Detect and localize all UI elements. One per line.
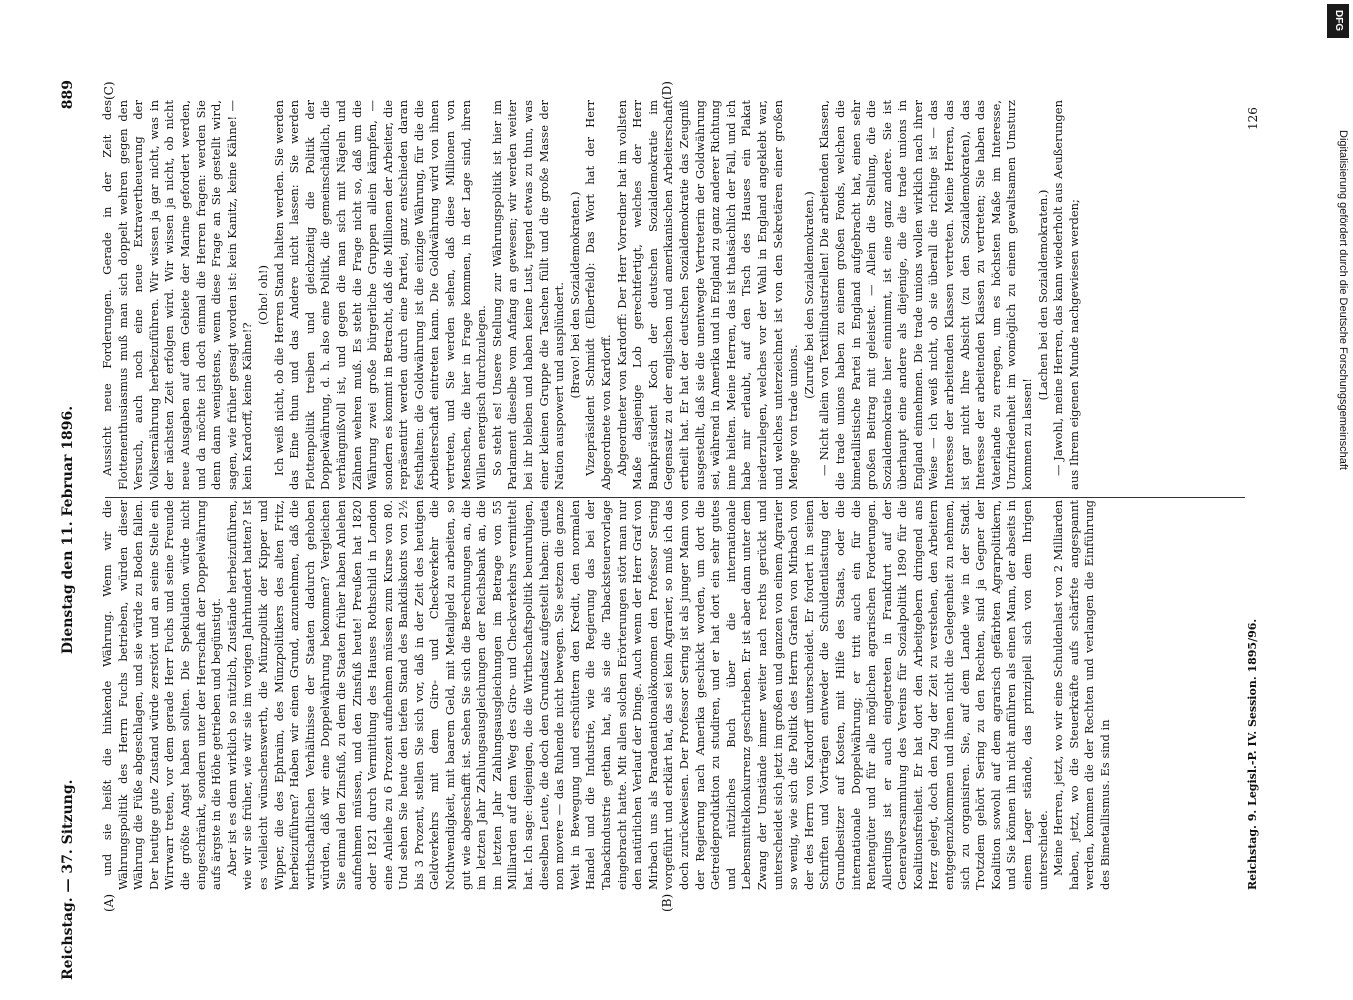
right-paragraph: — Jawohl, meine Herren, das kann wiederholt aus Aeußerungen aus Ihrem eigenen Munde nachgewiesen werden; <box>1051 100 1081 490</box>
right-paragraph: — Nicht allein von Textilindustriellen! Die arbeitenden Klassen, die trade unions haben zu einem großen Fonds, welchen die bimetallistische Partei in England aufgebracht hat, einen sehr großen Beitrag mit geleistet. — Allein die Stellung, die die Sozialdemokratie hier einnimmt, ist eine ganz andere. Sie ist überhaupt eine andere als diejenige, die die trade unions in England einnehmen. Die trade unions wollen wirklich nach ihrer Weise — ich weiß nicht, ob sie überall die richtige ist — das Interesse der arbeitenden Klassen vertreten. Meine Herren, das ist gar nicht Ihre Absicht (zu den Sozialdemokraten), das Interesse der arbeitenden Klassen zu vertreten; Sie haben das Vaterlande zu erregen, um es höchsten Maße im Interesse, Unzufriedenheit im womöglich zu einem gewaltsamen Umsturz kommen zu lassen! <box>817 100 1035 490</box>
left-column <box>100 500 1250 890</box>
footer-session-info: Reichstag. 9. Legisl.-P. IV. Session. 1895/96. <box>1246 618 1259 890</box>
column-divider <box>105 497 1245 498</box>
left-paragraph: und sie heißt die hinkende Währung. Wenn wir die Währungspolitik des Herrn Fuchs betrieben, würden dieser Währung die Füße abgeschlagen, und sie würde zu Boden fallen. Der heutige gute Zustand würde zerstört und an seine Stelle ein Wirrwarr treten, vor dem gerade Herr Fuchs und seine Freunde die größte Angst haben sollten. Die Spekulation würde nicht eingeschränkt, sondern unter der Herrschaft der Doppelwährung aufs ärgste in die Höhe getrieben und begünstigt. <box>100 500 224 890</box>
credit-text: Digitalisierung gefördert durch die Deutsche Forschungsgemeinschaft <box>1337 130 1349 470</box>
left-paragraph: Aber ist es denn wirklich so nützlich, Zustände herbeizuführen, wie wir sie früher, wie wir sie im vorigen Jahrhundert hatten? Ist es vielleicht wünschenswerth, die Münzpolitik der Kipper und Wipper, die des Ephraim, des Münzpolitikers des alten Fritz, herbeizuführen? Haben wir einen Grund, anzunehmen, daß die wirthschaftlichen Verhältnisse der Staaten dadurch gehoben würden, daß wir eine Doppelwährung bekommen? Vergleichen Sie einmal den Zinsfuß, zu dem die Staaten früher haben Anlehen aufnehmen müssen, und den Zinsfuß heute! Preußen hat 1820 oder 1821 durch Vermittlung des Hauses Rothschild in London eine Anleihe zu 6 Prozent aufnehmen müssen zum Kurse von 80. Und sehen Sie heute den tiefen Stand des Bankdiskonts von 2½ bis 3 Prozent, stellen Sie sich vor, daß in der Zeit des heutigen Geldverkehrs mit dem Giro- und Checkverkehr die Nothwendigkeit, mit baarem Geld, mit Metallgeld zu arbeiten, so gut wie abgeschafft ist. Sehen Sie sich die Berechnungen an, die im letzten Jahr Zahlungsausgleichungen der Reichsbank an, die im letzten Jahr Zahlungsausgleichungen im Betrage von 55 Milliarden auf dem Weg des Giro- und Checkverkehrs vermittelt hat. Ich sage: diejenigen, die die Wirthschaftspolitik beunruhigen, dieselben Leute, die doch den Grundsatz aufgestellt haben: quieta non movere — das Ruhende nicht bewegen. Sie setzen die ganze Welt in Bewegung und erschüttern den Kredit, den normalen Handel und die Industrie, wie die Regierung das bei der Tabackindustrie gethan hat, als sie die Tabacksteuervorlage eingebracht hatte. Mit allen solchen Erörterungen stört man nur den natürlichen Verlauf der Dinge. Auch wenn der Herr Graf von Mirbach uns als Paradenationalökonomen den Professor Sering vorgeführt und erklärt hat, das sei kein Agrarier, so muß ich das doch zurückweisen. Der Professor Sering ist als junger Mann von der Regierung nach Amerika geschickt worden, um dort die Getreideproduktion zu studiren, und er hat dort ein sehr gutes und nützliches Buch über die internationale Lebensmittelkonkurrenz geschrieben. Er ist aber dann unter dem Zwang der Umstände immer weiter nach rechts gerückt und unterscheidet sich jetzt im großen und ganzen von einem Agrarier so wenig, wie sich die Politik des Herrn Grafen von Mirbach von der des Herrn von Kardorff unterscheidet. Er fordert in seinen Schriften und Vorträgen entweder die Schuldentlastung der Grundbesitzer auf Kosten, mit Hilfe des Staats, oder die internationale Doppelwährung; er tritt auch ein für die Rentengüter und für alle möglichen agrarischen Forderungen. Allerdings ist er auch eingetreten in Frankfurt auf der Generalversammlung des Vereins für Sozialpolitik 1890 für die Koalitionsfreiheit. Er hat dort den Arbeitgebern dringend ans Herz gelegt, doch den Zug der Zeit zu verstehen, den Arbeitern entgegenzukommen und ihnen nicht die Gelegenheit zu nehmen, sich zu organisiren. Sie, auf dem Lande wie in der Stadt. Trotzdem gehört Sering zu den Rechten, sind ja Gegner der Koalition sowohl auf dem agrarisch gefärbten Agrarpolitikern, und Sie können ihn nicht anführen als einen Mann, der abseits in einem Lager stände, das prinzipiell sich von dem Ihrigen unterschiede. <box>224 500 1050 890</box>
page-number: 889 <box>60 80 76 110</box>
right-paragraph: Aussicht neue Forderungen. Gerade in der Zeit des Flottenenthusiasmus muß man sich doppelt wehren gegen den Versuch, auch noch eine neue Extravertheuerung der Volksernährung herbeizuführen. Wir wissen ja gar nicht, was in der nächsten Zeit erfolgen wird. Wir wissen ja nicht, ob nicht neue Ausgaben auf dem Gebiete der Marine gefordert werden, und da möchte ich doch einmal die Herren fragen: werden Sie denn dann wenigstens, wenn diese Frage an Sie gestellt wird, sagen, wie früher gesagt worden ist: kein Kanitz, keine Kähne! — kein Kardorff, keine Kähne!? <box>100 100 255 490</box>
speaker-intro: Vizepräsident Schmidt (Elberfeld): Das Wort hat der Herr Abgeordnete von Kardorff. <box>583 100 613 490</box>
footer-sheet-number: 126 <box>1246 107 1260 130</box>
page-header <box>60 80 90 980</box>
header-left: Reichstag. — 37. Sitzung. <box>60 779 76 980</box>
margin-mark-b: (B) <box>660 893 674 912</box>
interjection: (Bravo! bei den Sozialdemokraten.) <box>567 191 582 399</box>
dfg-logo: DFG <box>1327 4 1349 38</box>
margin-mark-a: (A) <box>102 893 116 912</box>
margin-mark-d: (D) <box>660 81 674 100</box>
right-column <box>100 100 1250 490</box>
header-date: Dienstag den 11. Februar 1896. <box>60 405 76 655</box>
interjection: (Lachen bei den Sozialdemokraten.) <box>1035 189 1050 401</box>
interjection: (Zurufe bei den Sozialdemokraten.) <box>801 191 816 399</box>
right-paragraph: Ich weiß nicht, ob die Herren Stand halten werden. Sie werden das Eine thun und das Andere nicht lassen: Sie werden Flottenpolitik treiben und gleichzeitig die Politik der Doppelwährung, d. h. also eine Politik, die gemeinschädlich, die verhängnißvoll ist, und gegen die man sich mit Nägeln und Zähnen wehren muß. Es steht die Frage nicht so, daß um die Währung zwei große bürgerliche Gruppen allein kämpfen, — sondern es kommt in Betracht, daß die Millionen der Arbeiter, die repräsentirt werden durch eine Partei, ganz entschieden daran festhalten: die Goldwährung ist die einzige Währung, für die die Arbeiterschaft eintreten kann. Die Goldwährung wird von ihnen vertreten, und Sie werden sehen, daß diese Millionen von Menschen, die hier in Frage kommen, in der Lage sind, ihren Willen energisch durchzulegen. <box>271 100 489 490</box>
right-paragraph: So steht es! Unsere Stellung zur Währungspolitik ist hier im Parlament dieselbe vom Anfang an gewesen; wir werden weiter bei ihr bleiben und haben keine Lust, irgend etwas zu thun, was einer kleinen Gruppe die Taschen füllt und die große Masse der Nation auspowert und ausplündert. <box>489 100 567 490</box>
right-paragraph: Abgeordneter von Kardorff: Der Herr Vorredner hat im vollsten Maße dasjenige Lob gerechtfertigt, welches der Herr Bankpräsident Koch der deutschen Sozialdemokratie im Gegensatz zu der englischen und amerikanischen Arbeiterschaft ertheilt hat. Er hat der deutschen Sozialdemokratie das Zeugniß ausgestellt, daß sie die unentwegte Vertreterin der Goldwährung sei, während in Amerika und in England zu ganz anderer Richtung inne hielten. Meine Herren, das ist thatsächlich der Fall, und ich habe mir erlaubt, auf den Tisch des Hauses ein Plakat niederzulegen, welches vor der Wahl in England angeklebt war, und welches unterzeichnet ist von den Sekretären einer großen Menge von trade unions. <box>614 100 801 490</box>
interjection: (Oho! oh!) <box>255 265 270 325</box>
left-paragraph: Meine Herren, jetzt, wo wir eine Schuldenlast von 2 Milliarden haben, jetzt, wo die Steuerkräfte aufs schärfste angespannt werden, kommen die der Rechten und verlangen die Einführung des Bimetallismus. Es sind in <box>1051 500 1112 890</box>
margin-mark-c: (C) <box>102 81 116 100</box>
digitization-credit <box>1323 0 1353 1000</box>
